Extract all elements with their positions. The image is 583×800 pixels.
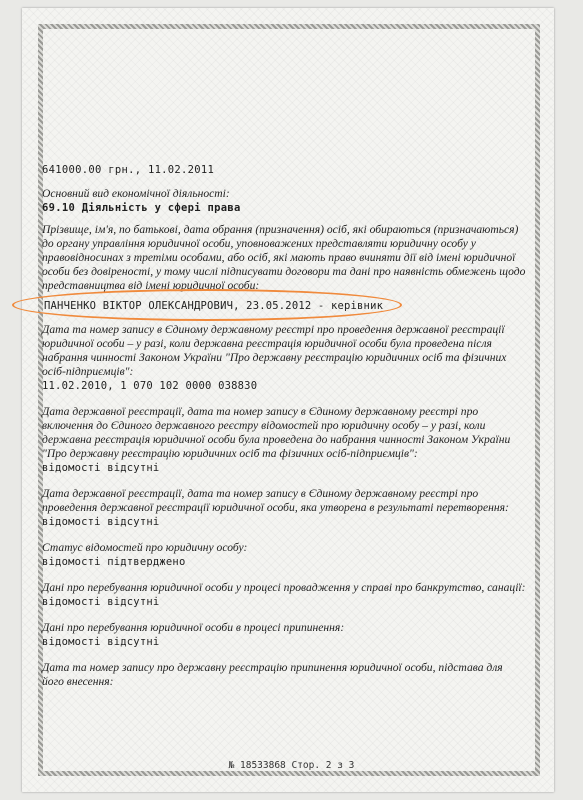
highlight-oval: [12, 289, 402, 321]
managers-row: [42, 299, 527, 313]
managers-value: ПАНЧЕНКО ВІКТОР ОЛЕКСАНДРОВИЧ, 23.05.2012 - керівник: [44, 300, 384, 312]
managers-highlight: [42, 299, 385, 313]
status-label: Статус відомостей про юридичну особу:: [42, 541, 248, 554]
transform-value: відомості відсутні: [42, 516, 160, 528]
termination-label: Дані про перебування юридичної особи в процесі припинення:: [42, 621, 345, 634]
termination-value: відомості відсутні: [42, 636, 160, 648]
activity-label: Основний вид економічної діяльності:: [42, 187, 230, 200]
managers-label: Прізвище, ім'я, по батькові, дата обрання (призначення) осіб, які обираються (призначаються) до органу управління юридичної особи, уповноважених представляти юридичну особу у правовідносинах з третіми особами, або осіб, які мають право вчиняти дії від імені юридичної особи без довіреності, у тому числі підписувати договори та дані про наявність обмежень щодо представництва від імені юридичної особи:: [42, 223, 526, 292]
page-footer: № 18533868 Стор. 2 з 3: [228, 760, 355, 771]
record-value: 11.02.2010, 1 070 102 0000 038830: [42, 380, 258, 392]
activity-value: 69.10 Діяльність у сфері права: [42, 202, 241, 214]
inclusion-value: відомості відсутні: [42, 462, 160, 474]
transform-label: Дата державної реєстрації, дата та номер запису в Єдиному державному реєстрі про проведення державної реєстрації юридичної особи, яка утворена в результаті перетворення:: [42, 487, 509, 514]
amount-line: 641000.00 грн., 11.02.2011: [42, 164, 215, 176]
termination-record-label: Дата та номер запису про державну реєстрацію припинення юридичної особи, підстава для його внесення:: [42, 661, 503, 688]
bankruptcy-label: Дані про перебування юридичної особи у процесі провадження у справі про банкрутство, санації:: [42, 581, 526, 594]
status-value: відомості підтверджено: [42, 556, 186, 568]
inclusion-label: Дата державної реєстрації, дата та номер запису в Єдиному державному реєстрі про включення до Єдиного державного реєстру відомостей про юридичну особу – у разі, коли державна реєстрація юридичної особи була проведена до набрання чинності Законом України "Про державну реєстрацію юридичних осіб та фізичних осіб-підприємців":: [42, 405, 511, 460]
bankruptcy-value: відомості відсутні: [42, 596, 160, 608]
document-body: [42, 163, 527, 689]
record-label: Дата та номер запису в Єдиному державному реєстрі про проведення державної реєстрації юридичної особи – у разі, коли державна реєстрація юридичної особи була проведена після набрання чинності Законом України "Про державну реєстрацію юридичних осіб та фізичних осіб-підприємців":: [42, 323, 507, 378]
